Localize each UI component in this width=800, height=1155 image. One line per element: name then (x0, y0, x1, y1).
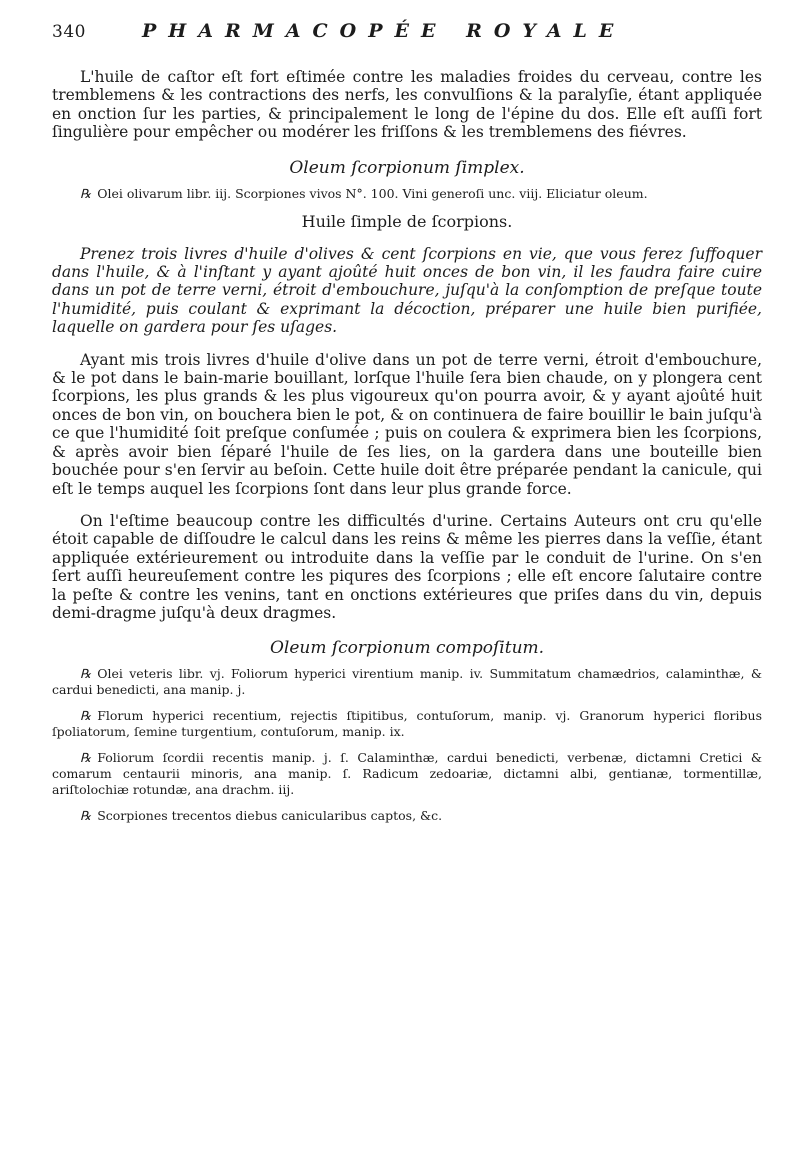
recipe-symbol-icon: ℞ (80, 808, 92, 824)
section-subtitle-simple: Huile ſimple de ſcorpions. (301, 211, 513, 231)
recipe-symbol-icon: ℞ (80, 666, 92, 682)
book-page (52, 20, 762, 824)
section-title-simple: Oleum ſcorpionum ſimplex. (289, 157, 525, 178)
latin-recipe-simple (52, 186, 762, 202)
latin-recipe-compound-4 (52, 808, 762, 824)
latin-recipe-text: Foliorum ſcordii recentis manip. j. ſ. Calaminthæ, cardui benedicti, verbenæ, dictamni Cretici & comarum centaurii minoris, ana manip. ſ. Radicum zedoariæ, dictamni albi, gentianæ, tormentillæ, ariſtolochiæ rotundæ, ana drachm. iij. (52, 750, 762, 798)
latin-recipe-text: Olei veteris libr. vj. Foliorum hyperici virentium manip. iv. Summitatum chamædrios, calaminthæ, & cardui benedicti, ana manip. j. (52, 666, 762, 698)
page-header (52, 20, 762, 68)
latin-recipe-text: Olei olivarum libr. iij. Scorpiones vivos N°. 100. Vini generoſi unc. viij. Eliciatur oleum. (97, 185, 648, 201)
latin-recipe-text: Scorpiones trecentos diebus canicularibus captos, &c. (97, 808, 443, 824)
latin-recipe-compound-2 (52, 708, 762, 740)
running-title: PHARMACOPÉE ROYALE (142, 20, 626, 42)
latin-recipe-compound-3 (52, 750, 762, 798)
italic-instructions: Prenez trois livres d'huile d'olives & cent ſcorpions en vie, que vous ferez ſuffoquer dans l'huile, & à l'inſtant y ayant ajoûté huit onces de bon vin, il les faudra faire cuire dans un pot de terre verni, étroit d'embouchure, juſqu'à la conſomption de preſque toute l'humidité, puis coulant & exprimant la décoction, préparer une huile bien purifiée, laquelle on gardera pour ſes uſages. (52, 244, 762, 337)
latin-recipe-text: Florum hyperici recentium, rejectis ſtipitibus, contuſorum, manip. vj. Granorum hyperici floribus ſpoliatorum, ſemine turgentium, contuſorum, manip. ix. (52, 708, 762, 740)
paragraph-castor-oil: L'huile de caſtor eſt fort eſtimée contre les maladies froides du cerveau, contre les tremblemens & les contractions des nerfs, les convulſions & la paralyſie, étant appliquée en onction ſur les parties, & principalement le long de l'épine du dos. Elle eſt auſſi fort ſingulière pour empêcher ou modérer les friſſons & les tremblemens des fiévres. (52, 68, 762, 142)
section-title-compound: Oleum ſcorpionum compoſitum. (269, 638, 545, 659)
page-number: 340 (52, 22, 86, 42)
recipe-symbol-icon: ℞ (80, 185, 92, 201)
paragraph-uses: On l'eſtime beaucoup contre les difficultés d'urine. Certains Auteurs ont cru qu'elle étoit capable de diſſoudre le calcul dans les reins & même les pierres dans la veſſie, étant appliquée extérieurement ou introduite dans la veſſie par le conduit de l'urine. On s'en ſert auſſi heureuſement contre les piqures des ſcorpions ; elle eſt encore ſalutaire contre la peſte & contre les venins, tant en onctions extérieures que priſes dans du vin, depuis demi-dragme juſqu'à deux dragmes. (52, 511, 762, 622)
recipe-symbol-icon: ℞ (80, 708, 92, 724)
latin-recipe-compound-1 (52, 666, 762, 698)
paragraph-preparation: Ayant mis trois livres d'huile d'olive dans un pot de terre verni, étroit d'embouchure, & le pot dans le bain-marie bouillant, lorſque l'huile ſera bien chaude, on y plongera cent ſcorpions, les plus grands & les plus vigoureux qu'on pourra avoir, & y ayant ajoûté huit onces de bon vin, on bouchera bien le pot, & on continuera de faire bouillir le bain juſqu'à ce que l'humidité ſoit preſque conſumée ; puis on coulera & exprimera bien les ſcorpions, & après avoir bien ſéparé l'huile de ſes lies, on la gardera dans une bouteille bien bouchée pour s'en ſervir au beſoin. Cette huile doit être préparée pendant la canicule, qui eſt le temps auquel les ſcorpions ſont dans leur plus grande force. (52, 350, 762, 498)
recipe-symbol-icon: ℞ (80, 750, 92, 766)
